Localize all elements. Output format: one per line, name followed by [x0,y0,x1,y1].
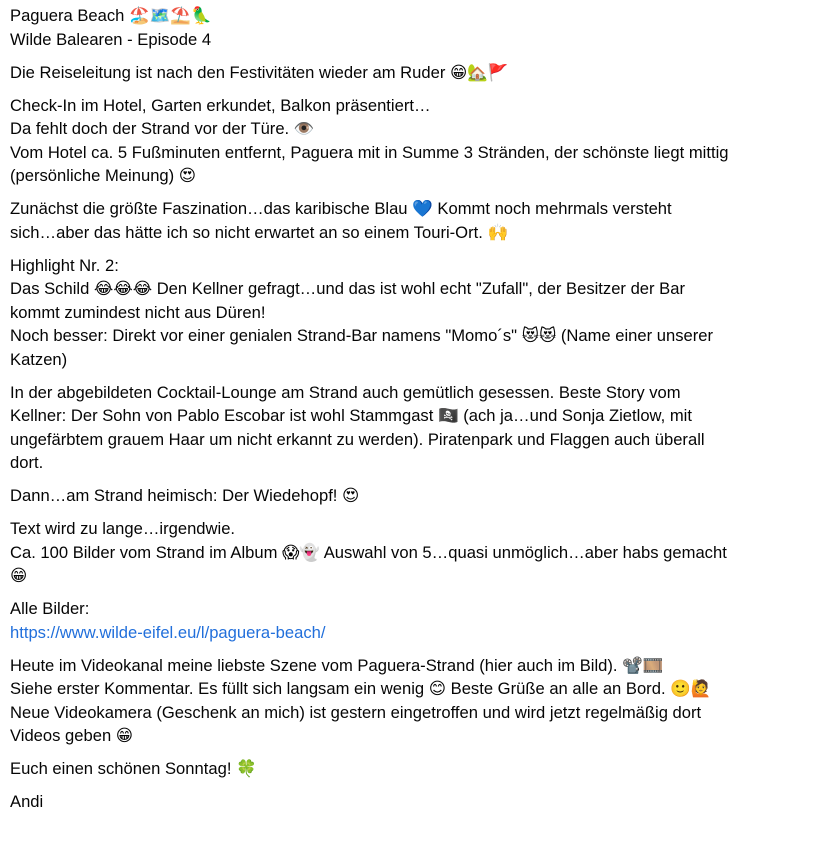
post-text-line: Das Schild 😂😂😂 Den Kellner gefragt…und das ist wohl echt "Zufall", der Besitzer der Bar [10,279,685,298]
post-text-line: Noch besser: Direkt vor einer genialen Strand-Bar namens "Momo´s" 😻😻 (Name einer unserer [10,326,714,345]
post-text-line: Neue Videokamera (Geschenk an mich) ist gestern eingetroffen und wird jetzt regelmäßig dort [10,702,702,722]
post-paragraph [10,517,822,588]
post-text-line: kommt zumindest nicht aus Düren! [10,302,266,322]
post-text-line: Check-In im Hotel, Garten erkundet, Balkon präsentiert… [10,95,431,115]
post-text-line: Videos geben 😁 [10,726,134,745]
post-text-line: Da fehlt doch der Strand vor der Türe. 👁️ [10,119,315,138]
post-text-line: Alle Bilder: [10,599,90,618]
post-text-line: Heute im Videokanal meine liebste Szene vom Paguera-Strand (hier auch im Bild). 📽️🎞️ [10,655,664,675]
post-text-line: Text wird zu lange…irgendwie. [10,519,236,538]
post-paragraph-link [10,597,822,644]
post-text-line: sich…aber das hätte ich so nicht erwartet an so einem Touri-Ort. 🙌 [10,222,509,242]
post-paragraph [10,254,822,372]
post-paragraph [10,757,822,781]
post-text-line: 😁 [10,566,28,585]
post-text-line: Vom Hotel ca. 5 Fußminuten entfernt, Paguera mit in Summe 3 Stränden, der schönste liegt mittig [10,142,729,162]
post-text-line: Katzen) [10,349,68,369]
post-text-line: Kellner: Der Sohn von Pablo Escobar ist wohl Stammgast 🏴‍☠️ (ach ja…und Sonja Zietlow, mit [10,406,692,425]
post-text-line: Highlight Nr. 2: [10,255,119,275]
post-signature [10,790,822,814]
post-paragraph [10,197,822,244]
post-text-line: Die Reiseleitung ist nach den Festivitäten wieder am Ruder 😁🏡🚩 [10,62,509,82]
post-paragraph [10,94,822,188]
post-paragraph [10,484,822,508]
post-text-line: Ca. 100 Bilder vom Strand im Album 😱👻 Auswahl von 5…quasi unmöglich…aber habs gemacht [10,542,727,562]
post-paragraph-title [10,4,822,51]
post-title-line: Paguera Beach 🏖️🗺️⛱️🦜 [10,6,212,25]
post-author-name: Andi [10,792,44,811]
post-text [10,4,822,823]
post-text-line: Euch einen schönen Sonntag! 🍀 [10,759,257,778]
post-text-line: In der abgebildeten Cocktail-Lounge am Strand auch gemütlich gesessen. Beste Story vom [10,382,681,402]
post-subtitle-line: Wilde Balearen - Episode 4 [10,29,212,49]
post-paragraph [10,61,822,85]
post-paragraph [10,654,822,748]
post-paragraph [10,381,822,475]
post-text-line: Siehe erster Kommentar. Es füllt sich langsam ein wenig 😊 Beste Grüße an alle an Bord. 🙂🙋 [10,679,712,698]
post-text-line: (persönliche Meinung) 😍 [10,166,197,185]
post-text-line: ungefärbtem grauem Haar um nicht erkannt zu werden). Piratenpark und Flaggen auch überall [10,429,705,449]
post-text-line: dort. [10,453,44,472]
album-link[interactable]: https://www.wilde-eifel.eu/l/paguera-beach/ [10,622,326,642]
post-text-line: Dann…am Strand heimisch: Der Wiedehopf! 😍 [10,486,360,505]
post-text-line: Zunächst die größte Faszination…das karibische Blau 💙 Kommt noch mehrmals versteht [10,199,672,218]
